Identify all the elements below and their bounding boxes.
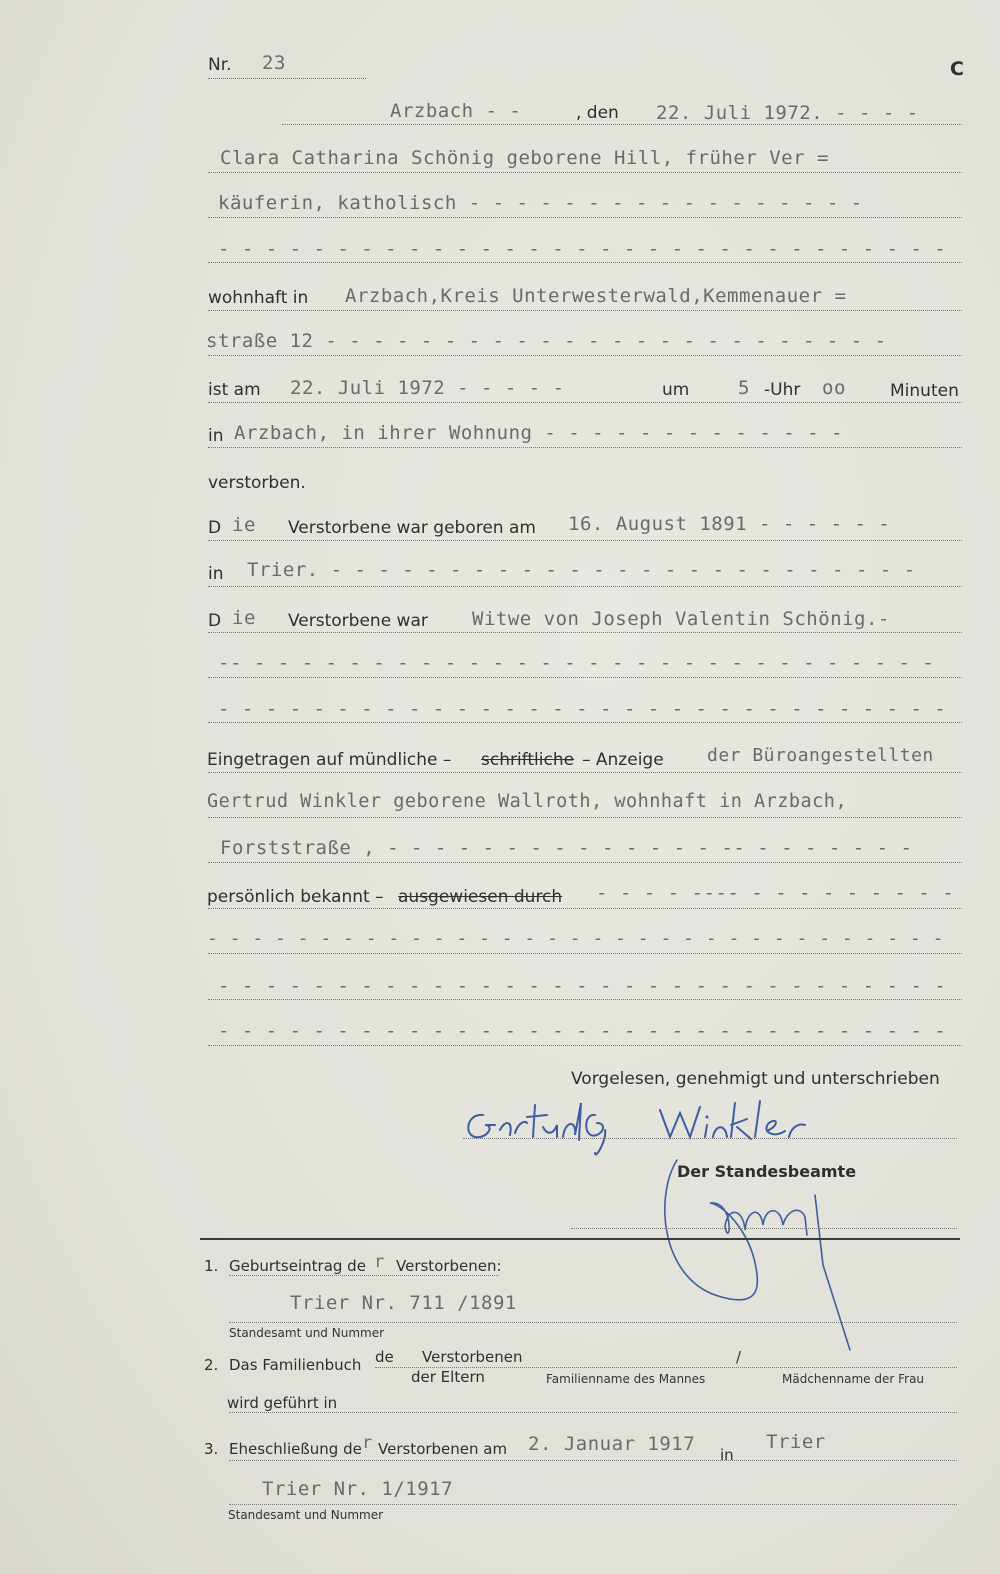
informant-line2: Gertrud Winkler geborene Wallroth, wohnhaft in Arzbach, xyxy=(207,791,848,812)
residence-rule2 xyxy=(208,355,962,356)
item3-suffix: r xyxy=(362,1433,373,1453)
marital-dash-rule1 xyxy=(208,677,962,678)
ist-am-label: ist am xyxy=(208,380,261,400)
residence-line2: straße 12 - - - - - - - - - - - - - - - - - - - - - - - - xyxy=(206,330,887,352)
informant-line1: der Büroangestellten xyxy=(707,745,934,766)
death-hour: 5 xyxy=(738,377,750,399)
deceased-name-line3: - - - - - - - - - - - - - - - - - - - - - - - - - - - - - - - xyxy=(218,238,947,260)
item1-label: Geburtseintrag de xyxy=(229,1257,366,1275)
death-place-rule xyxy=(208,447,962,448)
birth-d-label: D xyxy=(208,518,222,538)
name-line3-rule xyxy=(208,262,962,263)
item3-rule xyxy=(229,1460,957,1461)
registrar-label: Der Standesbeamte xyxy=(677,1162,857,1181)
item3-caption: Standesamt und Nummer xyxy=(228,1508,384,1522)
item2-label: Das Familienbuch xyxy=(229,1356,362,1374)
verstorben-label: verstorben. xyxy=(208,473,306,493)
registration-dash-line2: - - - - - - - - - - - - - - - - - - - - - - - - - - - - - - - xyxy=(218,975,947,997)
death-place: Arzbach, in ihrer Wohnung - - - - - - - - - - - - - xyxy=(234,422,843,444)
registration-rule3 xyxy=(208,862,962,863)
item2-verstorbenen: Verstorbenen xyxy=(422,1348,523,1366)
registration-dash-line1: - - - - - - - - - - - - - - - - - - - - - - - - - - - - - - - - - xyxy=(207,928,944,949)
birth-place: Trier. - - - - - - - - - - - - - - - - - - - - - - - - - xyxy=(247,559,916,581)
item3-label-b: Verstorbenen am xyxy=(378,1440,508,1458)
date-value: 22. Juli 1972. - - - - xyxy=(656,102,919,124)
place-value: Arzbach - - xyxy=(390,100,522,122)
item2-num: 2. xyxy=(204,1356,219,1374)
item1-num: 1. xyxy=(204,1257,219,1275)
item2-caption-mann: Familienname des Mannes xyxy=(546,1372,706,1386)
known-dashes: - - - - ---- - - - - - - - - - xyxy=(596,882,955,904)
deceased-name-line2: käuferin, katholisch - - - - - - - - - - - - - - - - - xyxy=(218,192,863,214)
registration-rule1 xyxy=(208,772,962,773)
marital-d-label: D xyxy=(208,611,222,631)
marital-war-label: Verstorbene war xyxy=(288,611,428,631)
corner-letter: C xyxy=(950,58,964,80)
name-line2-rule xyxy=(208,217,962,218)
marital-dash-line1: -- - - - - - - - - - - - - - - - - - - - - - - - - - - - - - xyxy=(218,652,935,674)
item2-de: de xyxy=(375,1348,394,1366)
nr-label: Nr. xyxy=(208,55,232,75)
birth-d-suffix: ie xyxy=(232,514,256,536)
marital-rule xyxy=(208,632,962,633)
item2-label-b: wird geführt in xyxy=(227,1394,338,1412)
death-in-label: in xyxy=(208,426,224,446)
marital-status: Witwe von Joseph Valentin Schönig.- xyxy=(472,608,890,630)
marital-dash-line2: - - - - - - - - - - - - - - - - - - - - - - - - - - - - - - - xyxy=(218,698,947,720)
item1-caption: Standesamt und Nummer xyxy=(229,1326,385,1340)
birth-date-rule xyxy=(208,540,962,541)
den-label: , den xyxy=(576,103,619,123)
known-rule xyxy=(208,908,962,909)
item3-num: 3. xyxy=(204,1440,219,1458)
registration-label-b: – Anzeige xyxy=(582,750,664,770)
item2-caption-frau: Mädchenname der Frau xyxy=(782,1372,925,1386)
marital-d-suffix: ie xyxy=(232,607,256,629)
death-date-rule xyxy=(208,402,962,403)
birth-in-label: in xyxy=(208,564,224,584)
death-minutes: oo xyxy=(822,377,846,399)
residence-line1: Arzbach,Kreis Unterwesterwald,Kemmenauer = xyxy=(345,285,847,307)
registrar-signature xyxy=(655,1155,865,1355)
footer-separator xyxy=(200,1238,960,1240)
registration-label-a: Eingetragen auf mündliche – xyxy=(207,750,452,770)
residence-label: wohnhaft in xyxy=(208,288,309,308)
item2-location-rule xyxy=(229,1412,957,1413)
item1-value-rule xyxy=(229,1322,957,1323)
place-date-line xyxy=(282,124,962,125)
item3-value-rule xyxy=(229,1504,957,1505)
informant-signature-text xyxy=(470,1110,480,1111)
item3-label: Eheschließung de xyxy=(229,1440,362,1458)
item2-rule xyxy=(375,1367,957,1368)
registration-rule2 xyxy=(208,817,962,818)
registration-dash-rule3 xyxy=(208,1045,962,1046)
registrar-signature-line xyxy=(571,1228,957,1229)
read-approved-label: Vorgelesen, genehmigt und unterschrieben xyxy=(571,1069,940,1089)
item2-slash: / xyxy=(736,1348,742,1366)
minuten-label: Minuten xyxy=(890,381,959,401)
nr-value: 23 xyxy=(262,52,286,74)
registration-dash-rule1 xyxy=(208,953,962,954)
nr-underline xyxy=(208,78,366,79)
um-label: um xyxy=(662,380,690,400)
informant-line3: Forststraße , - - - - - - - - - - - - - - -- - - - - - - - xyxy=(220,837,913,859)
item3-date: 2. Januar 1917 xyxy=(528,1433,696,1455)
deceased-name-line1: Clara Catharina Schönig geborene Hill, früher Ver = xyxy=(220,147,829,169)
item1-label-b: Verstorbenen: xyxy=(396,1257,502,1275)
item1-suffix: r xyxy=(374,1252,385,1272)
uhr-label: -Uhr xyxy=(764,380,801,400)
item1-value: Trier Nr. 711 /1891 xyxy=(290,1292,517,1314)
item3-value: Trier Nr. 1/1917 xyxy=(262,1478,454,1500)
birth-place-rule xyxy=(208,586,962,587)
registration-dash-line3: - - - - - - - - - - - - - - - - - - - - - - - - - - - - - - - xyxy=(218,1020,947,1042)
registration-label-struck: schriftliche xyxy=(481,750,575,770)
marital-dash-rule2 xyxy=(208,722,962,723)
item1-label-rule xyxy=(229,1275,499,1276)
known-label: persönlich bekannt – xyxy=(207,887,384,907)
item2-eltern: der Eltern xyxy=(411,1368,485,1386)
birth-date: 16. August 1891 - - - - - - xyxy=(568,513,891,535)
item3-in: in xyxy=(720,1446,734,1464)
geboren-label: Verstorbene war geboren am xyxy=(288,518,536,538)
name-line1-rule xyxy=(208,172,962,173)
registration-dash-rule2 xyxy=(208,999,962,1000)
residence-rule1 xyxy=(208,310,962,311)
item3-place: Trier xyxy=(766,1431,826,1453)
informant-signature-line xyxy=(463,1138,957,1139)
death-date: 22. Juli 1972 - - - - - xyxy=(290,377,565,399)
known-struck: ausgewiesen durch xyxy=(398,887,563,907)
